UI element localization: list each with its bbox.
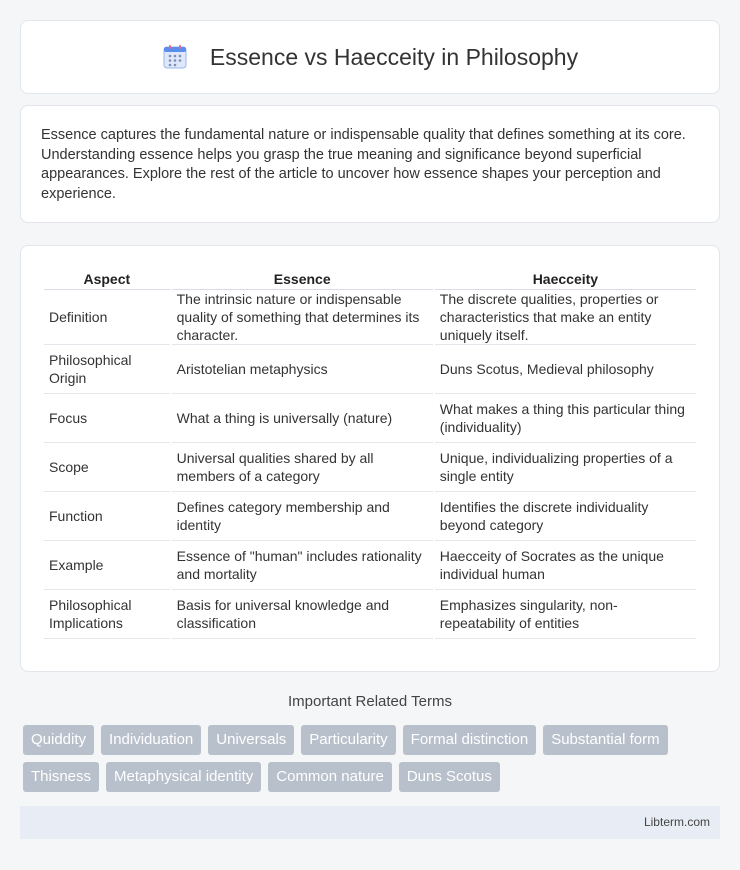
tag-thisness[interactable]: Thisness <box>23 762 99 792</box>
table-row <box>44 394 696 443</box>
tag-individuation[interactable]: Individuation <box>101 725 201 755</box>
comparison-table <box>42 266 698 639</box>
intro-card <box>20 105 720 223</box>
related-terms-title: Important Related Terms <box>288 693 452 710</box>
row-essence: Essence of "human" includes rationality and mortality <box>172 541 433 590</box>
tag-duns-scotus[interactable]: Duns Scotus <box>399 762 500 792</box>
row-haecceity: The discrete qualities, properties or characteristics that make an entity uniquely itself. <box>435 290 696 345</box>
calendar-icon <box>162 44 188 70</box>
tag-universals[interactable]: Universals <box>208 725 294 755</box>
tag-particularity[interactable]: Particularity <box>301 725 395 755</box>
footer <box>20 806 720 839</box>
tag-formal-distinction[interactable]: Formal distinction <box>403 725 537 755</box>
table-row <box>44 443 696 492</box>
row-essence: What a thing is universally (nature) <box>172 394 433 443</box>
comparison-table-card <box>20 245 720 672</box>
row-aspect: Scope <box>44 443 170 492</box>
row-aspect: Example <box>44 541 170 590</box>
footer-site-link[interactable]: Libterm.com <box>643 815 710 829</box>
tag-substantial-form[interactable]: Substantial form <box>543 725 667 755</box>
row-essence: Basis for universal knowledge and classification <box>172 590 433 639</box>
row-haecceity: Duns Scotus, Medieval philosophy <box>435 345 696 394</box>
row-haecceity: Emphasizes singularity, non-repeatability of entities <box>435 590 696 639</box>
row-aspect: Function <box>44 492 170 541</box>
row-haecceity: Haecceity of Socrates as the unique individual human <box>435 541 696 590</box>
row-aspect: Definition <box>44 290 170 345</box>
intro-text: Essence captures the fundamental nature or indispensable quality that defines something at its core. Understanding essence helps you grasp the true meaning and significance beyond superficial appearances. Explore the rest of the article to uncover how essence shapes your perception and experience. <box>41 127 686 202</box>
table-row <box>44 492 696 541</box>
table-header-row <box>44 266 696 290</box>
table-row <box>44 590 696 639</box>
tag-common-nature[interactable]: Common nature <box>268 762 392 792</box>
table-row <box>44 290 696 345</box>
table-row <box>44 541 696 590</box>
row-aspect: Focus <box>44 394 170 443</box>
header-essence: Essence <box>172 266 433 290</box>
row-haecceity: Unique, individualizing properties of a single entity <box>435 443 696 492</box>
page-title: Essence vs Haecceity in Philosophy <box>209 43 579 70</box>
tag-metaphysical-identity[interactable]: Metaphysical identity <box>106 762 261 792</box>
header-card <box>20 20 720 94</box>
tag-quiddity[interactable]: Quiddity <box>23 725 94 755</box>
row-haecceity: Identifies the discrete individuality beyond category <box>435 492 696 541</box>
header-haecceity: Haecceity <box>435 266 696 290</box>
row-essence: Aristotelian metaphysics <box>172 345 433 394</box>
related-terms-tags <box>23 725 723 792</box>
row-essence: The intrinsic nature or indispensable quality of something that determines its character. <box>172 290 433 345</box>
row-aspect: Philosophical Implications <box>44 590 170 639</box>
row-essence: Universal qualities shared by all members of a category <box>172 443 433 492</box>
header-aspect: Aspect <box>44 266 170 290</box>
row-haecceity: What makes a thing this particular thing (individuality) <box>435 394 696 443</box>
row-essence: Defines category membership and identity <box>172 492 433 541</box>
row-aspect: Philosophical Origin <box>44 345 170 394</box>
table-row <box>44 345 696 394</box>
